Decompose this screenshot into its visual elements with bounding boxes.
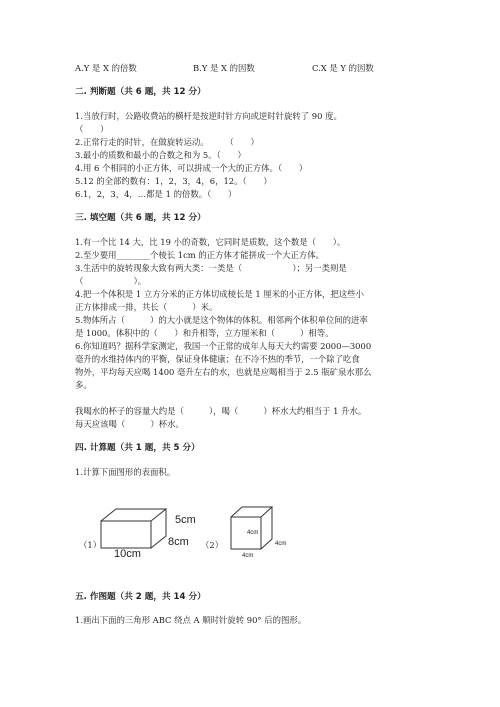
fill-q2: 2.至少要用________个棱长 1cm 的正方体才能拼成一个大正方体。 [75, 250, 325, 260]
fill-q6-line3: 物外，平均每天应喝 1400 毫升左右的水，也就是应喝相当于 2.5 瓶矿泉水那么 [75, 367, 372, 377]
judge-q2: 2.正常行走的时针，在做旋转运动。 （ ） [75, 137, 259, 147]
judge-q5: 5.12 的全部约数有：1，2，3，4，6，12。（ ） [75, 176, 272, 186]
fill-q5-line2: 是 1000。体积中的（ ）和升相等，立方厘米和（ ）相等。 [75, 328, 334, 338]
cuboid-width-label: 8cm [168, 536, 189, 548]
fill-q5-line1: 5.物体所占（ ）的大小就是这个物体的体积。相邻两个体积单位间的进率 [75, 315, 368, 325]
fill-q4-line1: 4.把一个体积是 1 立方分米的正方体切成棱长是 1 厘米的小正方体，把这些小 [75, 289, 364, 299]
section-title-fill: 三. 填空题（共 6 题，共 12 分） [75, 213, 206, 223]
option-c: C.X 是 Y 的因数 [312, 63, 374, 73]
judge-q6: 6.1，2，3，4，…都是 1 的倍数。（ ） [75, 189, 237, 199]
fill-q6-line2: 毫升的水维持体内的平衡，保证身体健康；在不冷不热的季节，一个除了吃食 [75, 354, 360, 364]
fill-q4-line2: 正方体排成一排，共长（ ）米。 [75, 302, 218, 312]
fill-q6-line4: 多。 [75, 380, 92, 390]
fill-q1: 1.有一个比 14 大，比 19 小的奇数，它同时是质数，这个数是（ ）。 [75, 237, 346, 247]
calc-q1: 1.计算下面图形的表面积。 [75, 467, 176, 477]
cuboid-length-label: 10cm [114, 548, 141, 560]
judge-q4: 4.用 6 个相同的小正方体，可以拼成一个大的正方体。（ ） [75, 163, 308, 173]
cuboid-height-label: 5cm [175, 514, 196, 526]
section-title-draw: 五. 作图题（共 2 题，共 14 分） [75, 592, 206, 602]
judge-q1-line1: 1.当放行时，公路收费站的横杆是按逆时针方向或逆时针旋转了 90 度。 [75, 111, 342, 121]
figure-1-label: （1） [79, 540, 102, 550]
cube-top-label: 4cm [247, 530, 259, 536]
fill-q3-line2: （ ）。 [75, 276, 147, 286]
option-b: B.Y 是 X 的因数 [193, 63, 255, 73]
judge-q3: 3.最小的质数和最小的合数之和为 5。（ ） [75, 150, 246, 160]
cube-side-label: 4cm [275, 541, 287, 547]
judge-q1-line2: （ ） [75, 124, 109, 134]
fill-q6-line1: 6.你知道吗？据科学家测定，我国一个正常的成年人每天大约需要 2000—3000 [75, 341, 372, 351]
section-title-calc: 四. 计算题（共 1 题，共 5 分） [75, 443, 200, 453]
option-a: A.Y 是 X 的倍数 [75, 63, 137, 73]
cube-figure [227, 503, 277, 553]
cube-bottom-label: 4cm [242, 553, 254, 559]
section-title-judge: 二. 判断题（共 6 题，共 12 分） [75, 87, 206, 97]
fill-q6-line6: 每天应该喝（ ）杯水。 [75, 419, 184, 429]
draw-q1: 1.画出下面的三角形 ABC 绕点 A 顺时针旋转 90° 后的图形。 [75, 615, 307, 625]
figure-2-label: （2） [201, 540, 224, 550]
fill-q3-line1: 3.生活中的旋转现象大致有两大类：一类是（ ）；另一类则是 [75, 263, 347, 273]
fill-q6-line5: 我喝水的杯子的容量大约是（ ），喝（ ）杯水大约相当于 1 升水。 [75, 406, 367, 416]
